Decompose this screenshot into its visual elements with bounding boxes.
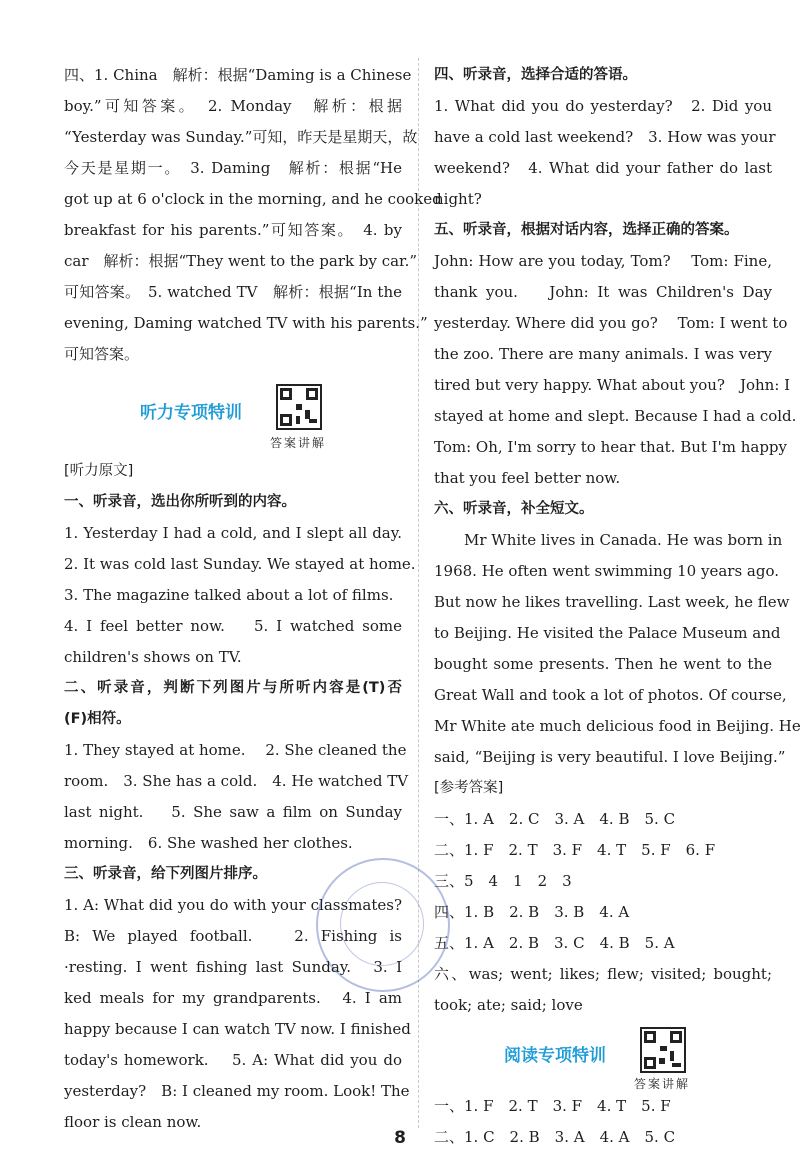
text-line: B: We played football. 2. Fishing is [64, 927, 402, 945]
text-line: 可知答案。 5. watched TV 解析：根据“In the [64, 283, 402, 301]
text-line: 今天是星期一。 3. Daming 解析：根据“He [64, 159, 402, 177]
text-line: ked meals for my grandparents. 4. I am [64, 989, 402, 1007]
transcript-label: [听力原文] [64, 463, 134, 479]
text-line: Great Wall and took a lot of photos. Of course, [434, 686, 787, 704]
text-line: 1968. He often went swimming 10 years ago. [434, 562, 779, 580]
answers-label: [参考答案] [434, 780, 504, 796]
dialogue-line: John: How are you today, Tom? Tom: Fine, [434, 252, 772, 270]
text-line: said, “Beijing is very beautiful. I love Beijing.” [434, 748, 786, 766]
listening-heading [64, 370, 402, 456]
text-line: breakfast for his parents.”可知答案。 4. by [64, 221, 402, 239]
dialogue-line: Tom: Oh, I'm sorry to hear that. But I'm happy [434, 438, 788, 456]
text-line: have a cold last weekend? 3. How was your [434, 128, 776, 146]
answer-line: 三、5 4 1 2 3 [434, 872, 572, 890]
section-title: 四、听录音，选择合适的答语。 [434, 67, 637, 83]
text-line: 1. Yesterday I had a cold, and I slept all day. [64, 524, 402, 542]
text-line: last night. 5. She saw a film on Sunday [64, 803, 402, 821]
page-number: 8 [394, 1128, 406, 1148]
right-column [434, 60, 801, 1153]
text-line: But now he likes travelling. Last week, he flew [434, 593, 790, 611]
section-title: 二、听录音，判断下列图片与所听内容是(T)否 [64, 680, 402, 696]
column-divider [418, 58, 419, 1128]
text-line: yesterday? B: I cleaned my room. Look! The [64, 1082, 410, 1100]
text-line: room. 3. She has a cold. 4. He watched TV [64, 772, 409, 790]
text-line: Mr White ate much delicious food in Beijing. He [434, 717, 801, 735]
dialogue-line: tired but very happy. What about you? John: I [434, 376, 791, 394]
section-title: 三、听录音，给下列图片排序。 [64, 866, 267, 882]
text-line: ·resting. I went fishing last Sunday. 3. I [64, 958, 402, 976]
dialogue-line: thank you. John: It was Children's Day [434, 283, 772, 301]
text-line: got up at 6 o'clock in the morning, and he cooked [64, 190, 442, 208]
text-line: 1. They stayed at home. 2. She cleaned the [64, 741, 407, 759]
dialogue-line: that you feel better now. [434, 469, 621, 487]
text-line: morning. 6. She washed her clothes. [64, 834, 353, 852]
text-line: children's shows on TV. [64, 648, 242, 666]
text-line: 可知答案。 [64, 345, 140, 363]
dialogue-line: yesterday. Where did you go? Tom: I went to [434, 314, 788, 332]
text-line: “Yesterday was Sunday.”可知，昨天是星期天，故 [64, 128, 418, 146]
answer-line: 二、1. C 2. B 3. A 4. A 5. C [434, 1128, 676, 1146]
dialogue-line: stayed at home and slept. Because I had a cold. [434, 407, 797, 425]
answer-line: took; ate; said; love [434, 996, 583, 1014]
text-line: 4. I feel better now. 5. I watched some [64, 617, 402, 635]
qr-caption: 答案讲解 [270, 436, 327, 450]
section-title: (F)相符。 [64, 711, 131, 727]
text-line: bought some presents. Then he went to the [434, 655, 772, 673]
section-title: 六、听录音，补全短文。 [434, 501, 594, 517]
reading-title: 阅读专项特训 [504, 1046, 606, 1066]
text-line: floor is clean now. [64, 1113, 202, 1131]
text-line: weekend? 4. What did your father do last [434, 159, 772, 177]
section-title: 一、听录音，选出你所听到的内容。 [64, 494, 296, 510]
section-title: 五、听录音，根据对话内容，选择正确的答案。 [434, 222, 739, 238]
text-line: Mr White lives in Canada. He was born in [464, 531, 783, 549]
text-line: evening, Daming watched TV with his parents.” [64, 314, 428, 332]
listening-title: 听力专项特训 [140, 403, 242, 423]
part4-answers [64, 60, 442, 370]
text-line: 2. It was cold last Sunday. We stayed at home. [64, 555, 416, 573]
qr-code-icon[interactable] [640, 1027, 686, 1073]
text-line: 3. The magazine talked about a lot of films. [64, 586, 394, 604]
text-line: 四、1. China 解析：根据“Daming is a Chinese [64, 66, 412, 84]
qr-code-icon[interactable] [276, 384, 322, 430]
left-column [64, 60, 442, 1138]
dialogue-line: the zoo. There are many animals. I was very [434, 345, 772, 363]
answer-line: 一、1. F 2. T 3. F 4. T 5. F [434, 1097, 671, 1115]
answer-line: 六、was; went; likes; flew; visited; bought; [434, 965, 772, 983]
reading-heading [434, 1021, 772, 1091]
text-line: to Beijing. He visited the Palace Museum and [434, 624, 781, 642]
qr-caption: 答案讲解 [634, 1077, 691, 1091]
text-line: today's homework. 5. A: What did you do [64, 1051, 402, 1069]
answer-line: 五、1. A 2. B 3. C 4. B 5. A [434, 934, 675, 952]
text-line: 1. What did you do yesterday? 2. Did you [434, 97, 772, 115]
answer-line: 二、1. F 2. T 3. F 4. T 5. F 6. F [434, 841, 716, 859]
text-line: night? [434, 190, 482, 208]
text-line: car 解析：根据“They went to the park by car.” [64, 252, 418, 270]
text-line: happy because I can watch TV now. I finished [64, 1020, 411, 1038]
text-line: boy.”可知答案。 2. Monday 解析：根据 [64, 97, 402, 115]
answer-line: 一、1. A 2. C 3. A 4. B 5. C [434, 810, 676, 828]
text-line: 1. A: What did you do with your classmates? [64, 896, 402, 914]
answer-line: 四、1. B 2. B 3. B 4. A [434, 903, 630, 921]
